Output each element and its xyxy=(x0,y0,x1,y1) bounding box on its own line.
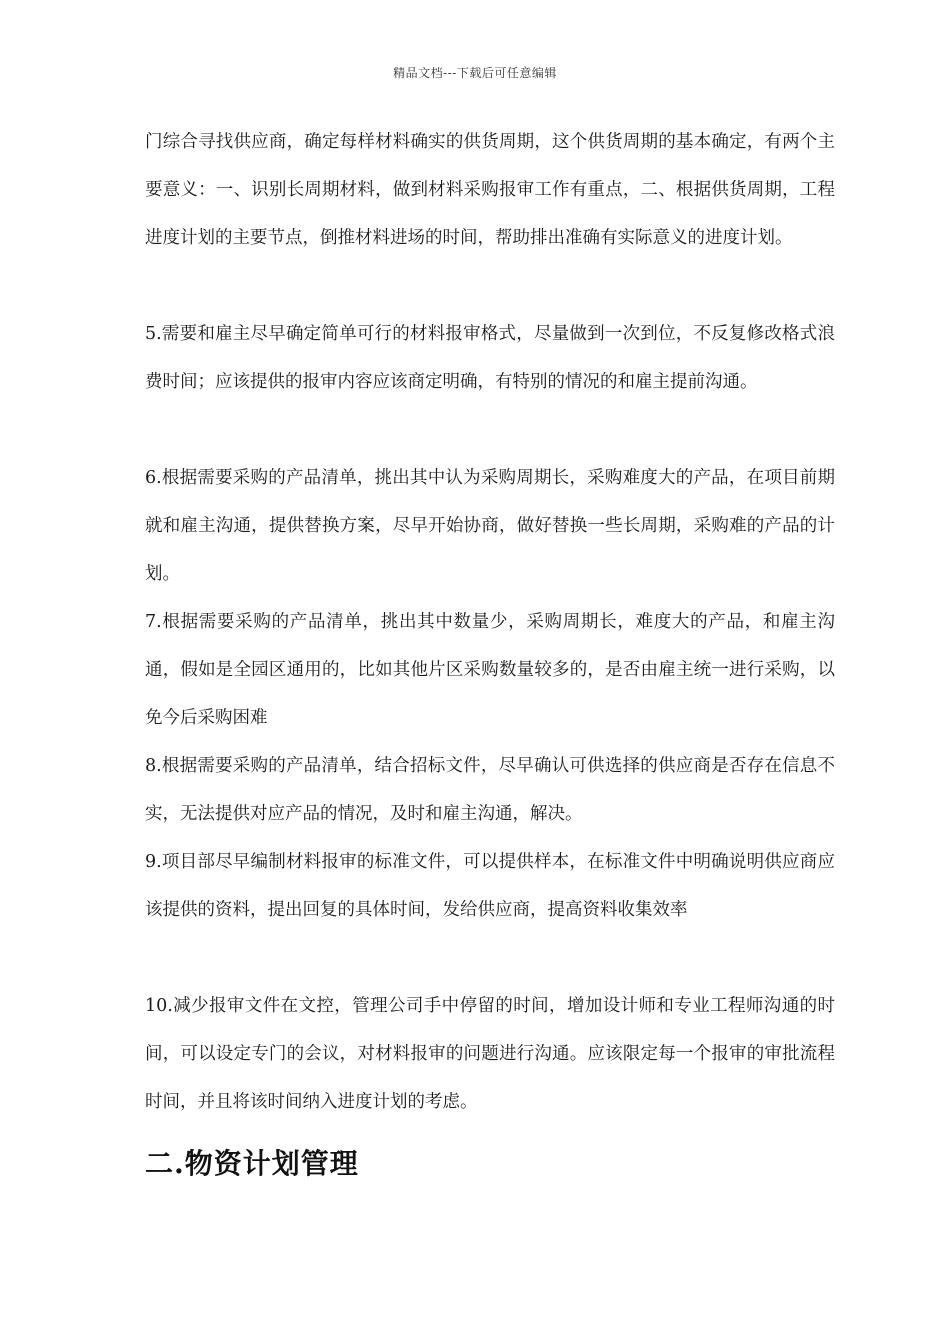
paragraph-4: 7.根据需要采购的产品清单，挑出其中数量少，采购周期长，难度大的产品，和雇主沟通，假如是全园区通用的，比如其他片区采购数量较多的，是否由雇主统一进行采购，以免今后采购困难 xyxy=(145,612,835,728)
paragraph-6: 9.项目部尽早编制材料报审的标准文件，可以提供样本，在标准文件中明确说明供应商应该提供的资料，提出回复的具体时间，发给供应商，提高资料收集效率 xyxy=(145,852,835,920)
paragraph-5: 8.根据需要采购的产品清单，结合招标文件，尽早确认可供选择的供应商是否存在信息不实，无法提供对应产品的情况，及时和雇主沟通，解决。 xyxy=(145,756,835,824)
paragraph-7: 10.减少报审文件在文控，管理公司手中停留的时间，增加设计师和专业工程师沟通的时间，可以设定专门的会议，对材料报审的问题进行沟通。应该限定每一个报审的审批流程时间，并且将该时间纳入进度计划的考虑。 xyxy=(145,996,835,1112)
document-body xyxy=(145,118,835,1126)
paragraph-2: 5.需要和雇主尽早确定简单可行的材料报审格式，尽量做到一次到位，不反复修改格式浪费时间；应该提供的报审内容应该商定明确，有特别的情况的和雇主提前沟通。 xyxy=(145,324,835,392)
section-title: 二.物资计划管理 xyxy=(145,1147,359,1180)
paragraph-1: 门综合寻找供应商，确定每样材料确实的供货周期，这个供货周期的基本确定，有两个主要意义：一、识别长周期材料，做到材料采购报审工作有重点，二、根据供货周期，工程进度计划的主要节点，倒推材料进场的时间，帮助排出准确有实际意义的进度计划。 xyxy=(145,132,835,248)
paragraph-3: 6.根据需要采购的产品清单，挑出其中认为采购周期长，采购难度大的产品，在项目前期就和雇主沟通，提供替换方案，尽早开始协商，做好替换一些长周期，采购难的产品的计划。 xyxy=(145,468,835,584)
page-header: 精品文档---下载后可任意编辑 xyxy=(393,66,557,80)
